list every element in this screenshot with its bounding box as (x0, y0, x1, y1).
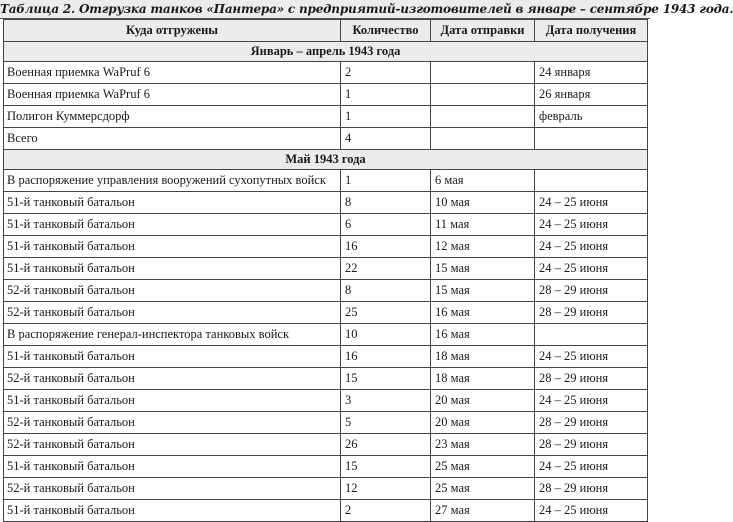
cell-receive-date: 24 – 25 июня (535, 192, 648, 214)
cell-destination: Военная приемка WaPruf 6 (4, 84, 341, 106)
cell-quantity: 26 (341, 434, 431, 456)
table-body (4, 42, 648, 522)
cell-destination: Всего (4, 128, 341, 150)
cell-ship-date: 25 мая (431, 456, 535, 478)
cell-receive-date: февраль (535, 106, 648, 128)
table-row (4, 412, 648, 434)
cell-quantity: 16 (341, 236, 431, 258)
cell-destination: 51-й танковый батальон (4, 346, 341, 368)
header-quantity: Количество (341, 20, 431, 42)
cell-ship-date: 25 мая (431, 478, 535, 500)
cell-receive-date: 28 – 29 июня (535, 368, 648, 390)
table-row (4, 434, 648, 456)
cell-ship-date: 16 мая (431, 302, 535, 324)
cell-ship-date: 15 мая (431, 280, 535, 302)
cell-destination: 52-й танковый батальон (4, 478, 341, 500)
cell-receive-date (535, 128, 648, 150)
table-row (4, 324, 648, 346)
cell-ship-date: 15 мая (431, 258, 535, 280)
cell-destination: 51-й танковый батальон (4, 192, 341, 214)
header-destination: Куда отгружены (4, 20, 341, 42)
cell-quantity: 2 (341, 500, 431, 522)
cell-ship-date (431, 62, 535, 84)
cell-destination: 52-й танковый батальон (4, 434, 341, 456)
table-row (4, 84, 648, 106)
cell-destination: 52-й танковый батальон (4, 302, 341, 324)
cell-quantity: 1 (341, 106, 431, 128)
section-row (4, 42, 648, 62)
cell-receive-date: 24 – 25 июня (535, 258, 648, 280)
table-row (4, 192, 648, 214)
cell-destination: 51-й танковый батальон (4, 456, 341, 478)
cell-receive-date: 24 – 25 июня (535, 500, 648, 522)
cell-ship-date: 10 мая (431, 192, 535, 214)
cell-ship-date: 23 мая (431, 434, 535, 456)
cell-ship-date: 11 мая (431, 214, 535, 236)
cell-quantity: 12 (341, 478, 431, 500)
table-row (4, 346, 648, 368)
cell-receive-date: 28 – 29 июня (535, 280, 648, 302)
cell-ship-date (431, 106, 535, 128)
cell-quantity: 4 (341, 128, 431, 150)
header-receive-date: Дата получения (535, 20, 648, 42)
cell-receive-date: 28 – 29 июня (535, 412, 648, 434)
table-caption: Таблица 2. Отгрузка танков «Пантера» с предприятий-изготовителей в январе – сентябре 1943 года. (0, 0, 650, 19)
cell-receive-date: 24 января (535, 62, 648, 84)
table-row (4, 280, 648, 302)
table-row (4, 258, 648, 280)
cell-ship-date: 16 мая (431, 324, 535, 346)
cell-quantity: 8 (341, 192, 431, 214)
header-row (4, 20, 648, 42)
cell-destination: 52-й танковый батальон (4, 368, 341, 390)
cell-ship-date: 12 мая (431, 236, 535, 258)
cell-quantity: 15 (341, 368, 431, 390)
table-row (4, 302, 648, 324)
header-ship-date: Дата отправки (431, 20, 535, 42)
cell-receive-date: 24 – 25 июня (535, 456, 648, 478)
cell-quantity: 3 (341, 390, 431, 412)
cell-ship-date: 18 мая (431, 346, 535, 368)
cell-receive-date: 24 – 25 июня (535, 346, 648, 368)
table-row (4, 478, 648, 500)
cell-ship-date: 18 мая (431, 368, 535, 390)
cell-quantity: 6 (341, 214, 431, 236)
cell-destination: В распоряжение управления вооружений сухопутных войск (4, 170, 341, 192)
section-title: Январь – апрель 1943 года (4, 42, 648, 62)
table-row (4, 456, 648, 478)
shipment-table (3, 19, 648, 522)
table-row (4, 62, 648, 84)
cell-destination: 51-й танковый батальон (4, 214, 341, 236)
cell-ship-date: 20 мая (431, 412, 535, 434)
cell-quantity: 1 (341, 84, 431, 106)
cell-quantity: 25 (341, 302, 431, 324)
cell-destination: 51-й танковый батальон (4, 500, 341, 522)
cell-receive-date: 28 – 29 июня (535, 434, 648, 456)
cell-destination: Военная приемка WaPruf 6 (4, 62, 341, 84)
cell-receive-date: 28 – 29 июня (535, 478, 648, 500)
table-row (4, 368, 648, 390)
section-title: Май 1943 года (4, 150, 648, 170)
table-row (4, 390, 648, 412)
cell-receive-date (535, 324, 648, 346)
cell-destination: 52-й танковый батальон (4, 412, 341, 434)
table-row (4, 214, 648, 236)
cell-ship-date (431, 128, 535, 150)
cell-quantity: 16 (341, 346, 431, 368)
cell-quantity: 2 (341, 62, 431, 84)
cell-destination: В распоряжение генерал-инспектора танковых войск (4, 324, 341, 346)
cell-destination: 51-й танковый батальон (4, 236, 341, 258)
cell-ship-date (431, 84, 535, 106)
cell-quantity: 1 (341, 170, 431, 192)
cell-receive-date: 24 – 25 июня (535, 236, 648, 258)
table-row (4, 170, 648, 192)
table-row (4, 106, 648, 128)
cell-receive-date: 24 – 25 июня (535, 214, 648, 236)
cell-quantity: 8 (341, 280, 431, 302)
cell-receive-date: 24 – 25 июня (535, 390, 648, 412)
cell-quantity: 5 (341, 412, 431, 434)
cell-destination: 51-й танковый батальон (4, 258, 341, 280)
table-row (4, 128, 648, 150)
cell-destination: 52-й танковый батальон (4, 280, 341, 302)
cell-quantity: 10 (341, 324, 431, 346)
cell-receive-date: 26 января (535, 84, 648, 106)
table-row (4, 236, 648, 258)
cell-quantity: 22 (341, 258, 431, 280)
cell-destination: Полигон Куммерсдорф (4, 106, 341, 128)
cell-ship-date: 20 мая (431, 390, 535, 412)
cell-ship-date: 27 мая (431, 500, 535, 522)
cell-receive-date: 28 – 29 июня (535, 302, 648, 324)
cell-quantity: 15 (341, 456, 431, 478)
cell-destination: 51-й танковый батальон (4, 390, 341, 412)
cell-ship-date: 6 мая (431, 170, 535, 192)
table-row (4, 500, 648, 522)
cell-receive-date (535, 170, 648, 192)
section-row (4, 150, 648, 170)
